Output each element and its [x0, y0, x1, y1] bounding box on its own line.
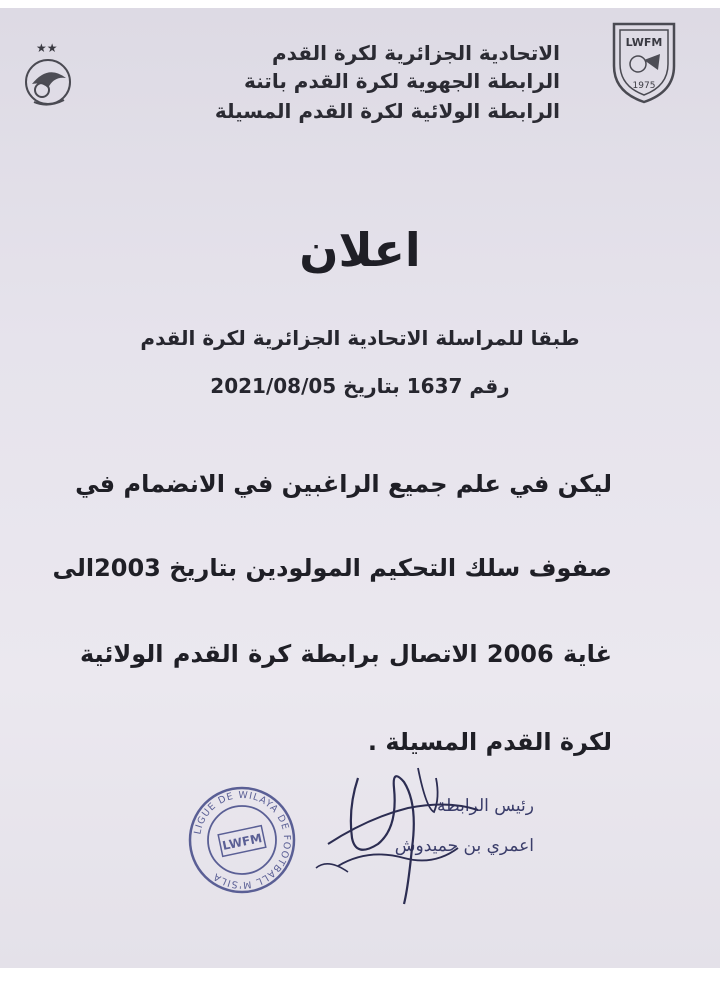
top-bar — [0, 0, 720, 8]
svg-text:★★: ★★ — [36, 41, 58, 55]
stamp-ring-text: LIGUE DE WILAYA DE FOOTBALL M'SILA — [192, 789, 293, 891]
bottom-bar — [0, 968, 720, 982]
signatory-title: رئيس الرابطة — [437, 796, 534, 816]
stamp-center-text: LWFM — [221, 830, 264, 853]
lwfm-emblem-icon — [608, 14, 680, 106]
lwfm-emblem-year: 1975 — [632, 81, 656, 91]
document-page — [0, 8, 720, 968]
body-line-2: صفوف سلك التحكيم المولودين بتاريخ 2003الى — [52, 554, 612, 582]
signatory-name: اعمري بن حميدوش — [394, 836, 534, 856]
league-stamp-icon — [186, 784, 298, 896]
header-federation: الاتحادية الجزائرية لكرة القدم — [272, 41, 560, 65]
reference-line-1: طبقا للمراسلة الاتحادية الجزائرية لكرة القدم — [140, 326, 580, 350]
federation-emblem-icon — [18, 38, 84, 118]
handwritten-signature — [308, 748, 488, 908]
body-line-1: ليكن في علم جميع الراغبين في الانضمام في — [75, 470, 612, 498]
announcement-title: اعلان — [299, 223, 421, 277]
header-wilaya-league: الرابطة الولائية لكرة القدم المسيلة — [214, 99, 560, 123]
body-line-4: لكرة القدم المسيلة . — [367, 728, 612, 756]
body-line-3: غاية 2006 الاتصال برابطة كرة القدم الولائية — [80, 640, 613, 668]
lwfm-emblem-text: LWFM — [625, 36, 663, 49]
header-regional-league: الرابطة الجهوية لكرة القدم باتنة — [244, 69, 560, 93]
reference-line-2: رقم 1637 بتاريخ 2021/08/05 — [210, 374, 510, 398]
